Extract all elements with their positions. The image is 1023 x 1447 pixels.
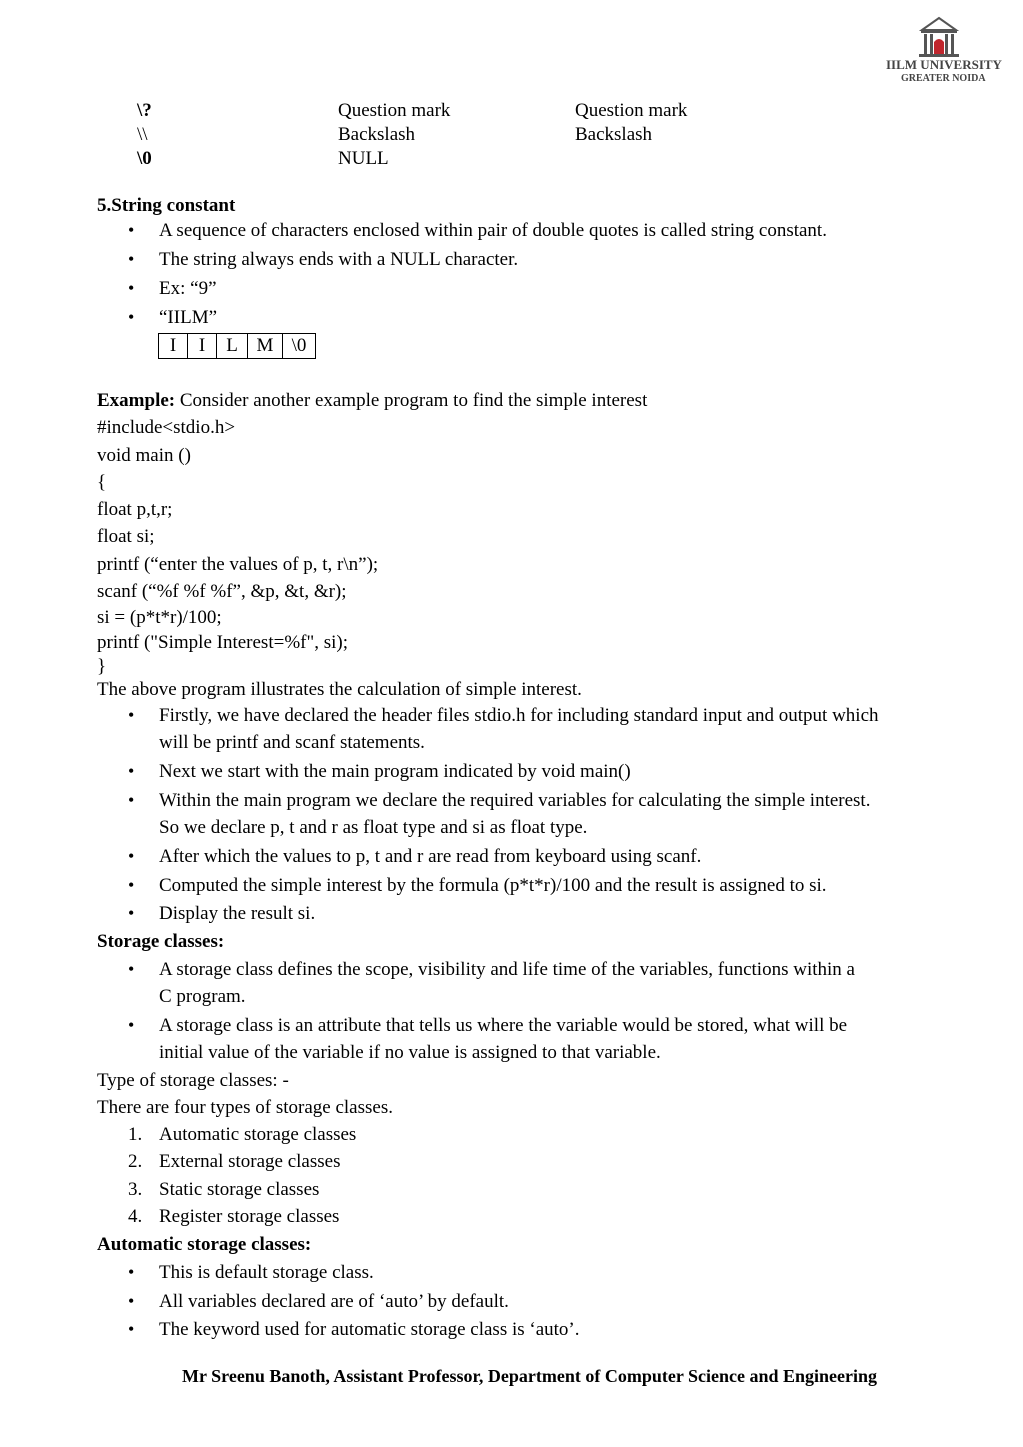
storage-list-item: 1. Automatic storage classes (128, 1124, 357, 1145)
storage-bullet-2: • A storage class is an attribute that tells us where the variable would be stored, what will be (159, 1016, 847, 1035)
string-bullet-3: • Ex: “9” (159, 279, 217, 298)
string-bullet-1: • A sequence of characters enclosed within pair of double quotes is called string constant. (159, 221, 827, 240)
logo-line-1: IILM UNIVERSITY (886, 57, 1002, 72)
code-line: { (97, 472, 107, 493)
escape-desc-1: Question mark (575, 100, 688, 121)
char-cell: I (159, 334, 188, 359)
escape-seq-3: \0 (137, 148, 152, 169)
automatic-bullet-1: • This is default storage class. (159, 1263, 374, 1282)
page-footer: Mr Sreenu Banoth, Assistant Professor, Department of Computer Science and Engineering (182, 1366, 877, 1386)
code-line: void main () (97, 445, 191, 466)
university-logo (884, 14, 1002, 88)
string-constant-heading: 5.String constant (97, 195, 236, 216)
code-line: printf (“enter the values of p, t, r\n”); (97, 554, 379, 575)
char-cell: M (248, 334, 283, 359)
code-line: } (97, 656, 107, 677)
escape-meaning-1: Question mark (338, 100, 451, 121)
character-array-table (158, 333, 316, 359)
storage-bullet-2-cont: initial value of the variable if no value is assigned to that variable. (159, 1042, 661, 1063)
char-cell: I (188, 334, 217, 359)
explain-bullet-2: • Next we start with the main program indicated by void main() (159, 762, 631, 781)
char-cell: \0 (283, 334, 316, 359)
string-bullet-2: • The string always ends with a NULL character. (159, 250, 518, 269)
code-line: float p,t,r; (97, 499, 173, 520)
storage-bullet-1: • A storage class defines the scope, visibility and life time of the variables, functions within a (159, 960, 855, 979)
storage-bullet-1-cont: C program. (159, 986, 246, 1007)
escape-desc-2: Backslash (575, 124, 653, 145)
code-line: #include<stdio.h> (97, 417, 236, 438)
automatic-bullet-3: • The keyword used for automatic storage class is ‘auto’. (159, 1320, 580, 1339)
code-line: float si; (97, 526, 155, 547)
escape-seq-1: \? (137, 100, 152, 121)
char-cell: L (217, 334, 248, 359)
escape-meaning-2: Backslash (338, 124, 416, 145)
storage-list-item: 4. Register storage classes (128, 1206, 340, 1227)
logo-line-2: GREATER NOIDA (901, 73, 986, 84)
code-line: si = (p*t*r)/100; (97, 607, 222, 628)
storage-heading: Storage classes: (97, 931, 225, 952)
example-line (97, 391, 647, 410)
explain-bullet-4: • After which the values to p, t and r are read from keyboard using scanf. (159, 847, 701, 866)
automatic-heading: Automatic storage classes: (97, 1234, 312, 1255)
explain-bullet-1: • Firstly, we have declared the header files stdio.h for including standard input and output which (159, 706, 879, 725)
example-summary: The above program illustrates the calculation of simple interest. (97, 679, 582, 700)
storage-type-line: Type of storage classes: - (97, 1070, 289, 1091)
example-text: Consider another example program to find the simple interest (175, 390, 648, 411)
escape-seq-2: \\ (137, 124, 148, 145)
storage-list-item: 2. External storage classes (128, 1151, 341, 1172)
storage-list-item: 3. Static storage classes (128, 1179, 320, 1200)
explain-bullet-1-cont: will be printf and scanf statements. (159, 732, 425, 753)
escape-meaning-3: NULL (338, 148, 389, 169)
code-line: scanf (“%f %f %f”, &p, &t, &r); (97, 581, 347, 602)
explain-bullet-5: • Computed the simple interest by the formula (p*t*r)/100 and the result is assigned to si. (159, 876, 827, 895)
explain-bullet-6: • Display the result si. (159, 904, 315, 923)
explain-bullet-3-cont: So we declare p, t and r as float type and si as float type. (159, 817, 588, 838)
example-label: Example: (97, 390, 176, 411)
storage-four-line: There are four types of storage classes. (97, 1097, 393, 1118)
code-line: printf ("Simple Interest=%f", si); (97, 632, 349, 653)
explain-bullet-3: • Within the main program we declare the required variables for calculating the simple interest. (159, 791, 870, 810)
automatic-bullet-2: • All variables declared are of ‘auto’ by default. (159, 1292, 509, 1311)
string-bullet-4: • “IILM” (159, 308, 217, 327)
